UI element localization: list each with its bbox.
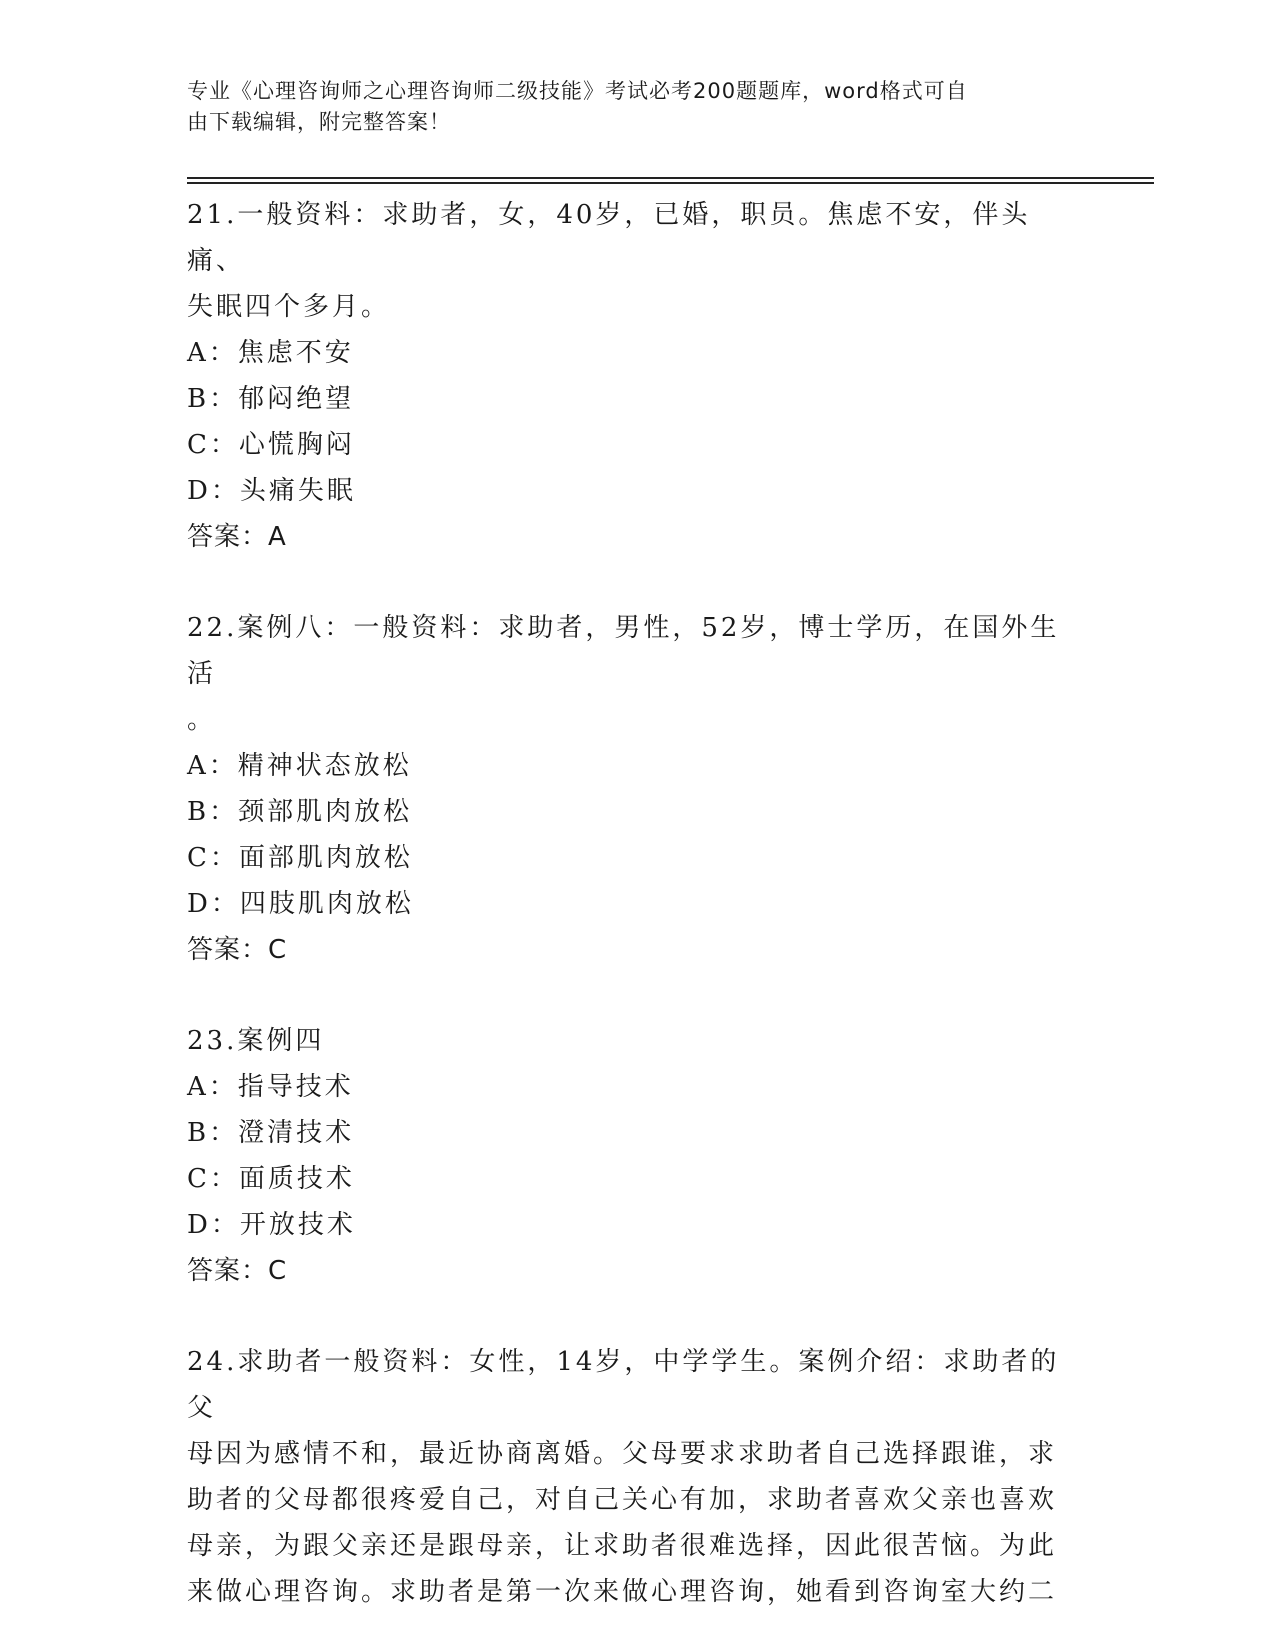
question-24 [187,1339,1087,1615]
header-divider-top [187,177,1154,179]
option-b: B：颈部肌肉放松 [187,797,413,827]
header-divider-bottom [187,182,1154,184]
question-stem-line: 来做心理咨询。求助者是第一次来做心理咨询，她看到咨询室大约二 [187,1577,1058,1607]
question-stem-line: 母亲，为跟父亲还是跟母亲，让求助者很难选择，因此很苦恼。为此 [187,1531,1058,1561]
option-b: B：澄清技术 [187,1118,355,1148]
header-line-1: 专业《心理咨询师之心理咨询师二级技能》考试必考200题题库，word格式可自 [187,79,968,103]
question-23 [187,1018,1087,1294]
question-stem-line: 助者的父母都很疼爱自己，对自己关心有加，求助者喜欢父亲也喜欢 [187,1485,1058,1515]
option-d: D：头痛失眠 [187,476,356,506]
option-a: A：焦虑不安 [187,338,354,368]
answer-line: 答案：A [187,522,287,552]
question-list [187,192,1087,1615]
question-stem-line: 母因为感情不和，最近协商离婚。父母要求求助者自己选择跟谁，求 [187,1439,1058,1469]
question-stem-line: 。 [187,705,217,735]
option-c: C：心慌胸闷 [187,430,355,460]
option-c: C：面部肌肉放松 [187,843,413,873]
question-22 [187,605,1087,973]
option-a: A：指导技术 [187,1072,354,1102]
option-d: D：四肢肌肉放松 [187,889,414,919]
question-21 [187,192,1087,560]
option-c: C：面质技术 [187,1164,355,1194]
answer-line: 答案：C [187,1256,288,1286]
document-header [187,76,1087,138]
question-stem-line: 21.一般资料：求助者，女，40岁，已婚，职员。焦虑不安，伴头痛、 [187,200,1031,276]
option-b: B：郁闷绝望 [187,384,355,414]
question-stem-line: 23.案例四 [187,1026,325,1056]
question-stem-line: 24.求助者一般资料：女性，14岁，中学学生。案例介绍：求助者的父 [187,1347,1060,1423]
header-line-2: 由下载编辑，附完整答案！ [187,110,451,134]
answer-line: 答案：C [187,935,288,965]
option-d: D：开放技术 [187,1210,356,1240]
option-a: A：精神状态放松 [187,751,412,781]
question-stem-line: 22.案例八：一般资料：求助者，男性，52岁，博士学历，在国外生活 [187,613,1060,689]
question-stem-line: 失眠四个多月。 [187,292,391,322]
